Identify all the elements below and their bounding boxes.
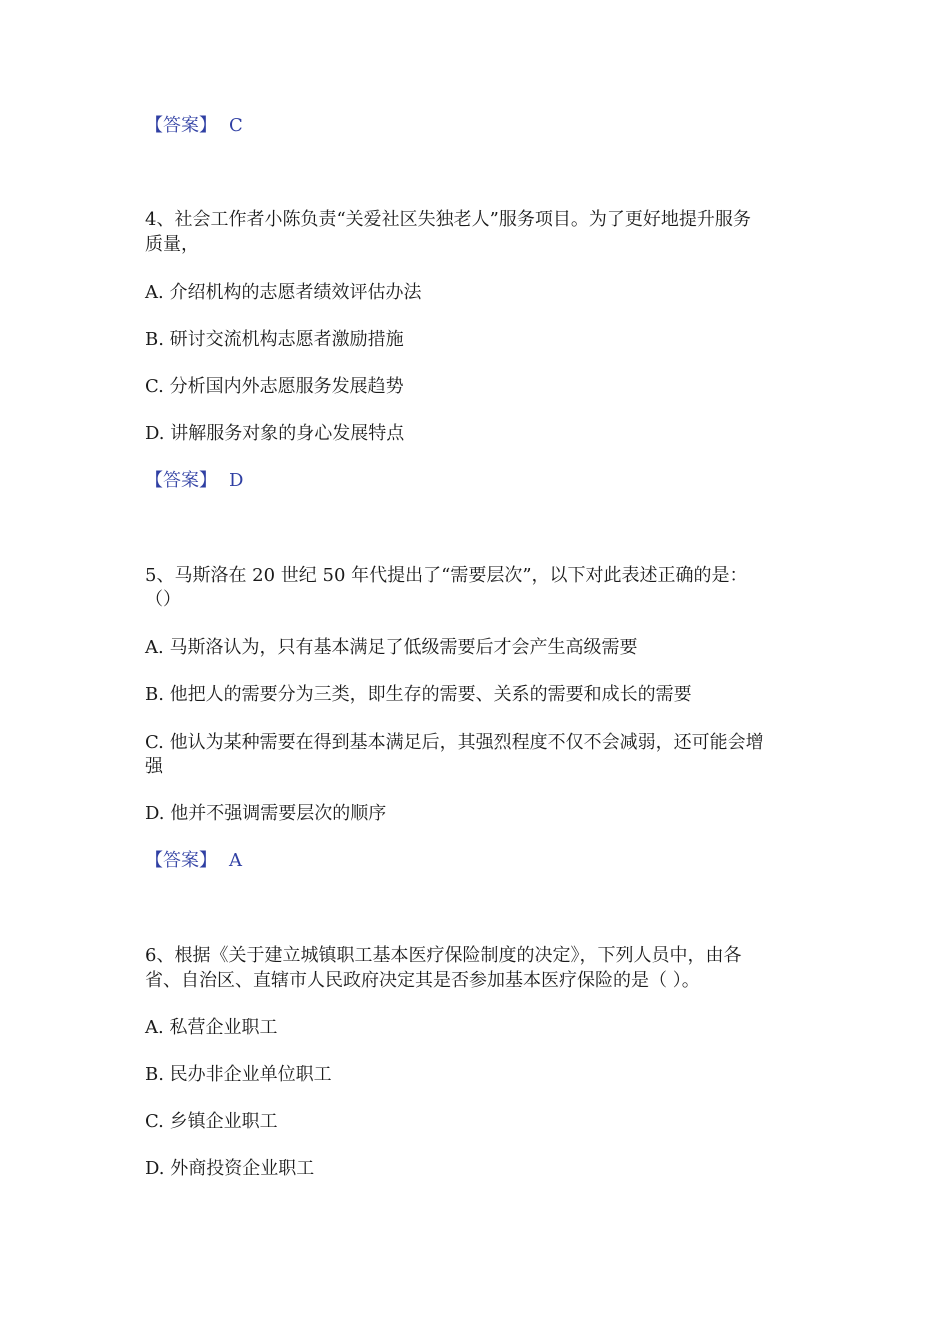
question-4-option-a: A. 介绍机构的志愿者绩效评估办法 bbox=[145, 282, 422, 303]
question-5-option-d: D. 他并不强调需要层次的顺序 bbox=[145, 803, 387, 824]
answer-line-q4 bbox=[145, 469, 243, 493]
question-4-option-b: B. 研讨交流机构志愿者激励措施 bbox=[145, 329, 404, 350]
question-4-stem-line1: 4、社会工作者小陈负责“关爱社区失独老人”服务项目。为了更好地提升服务 bbox=[145, 209, 751, 230]
question-4-stem-line2: 质量， bbox=[145, 234, 199, 255]
answer-value: C bbox=[229, 115, 243, 136]
answer-value: D bbox=[229, 470, 244, 491]
question-4-option-c: C. 分析国内外志愿服务发展趋势 bbox=[145, 376, 404, 397]
question-5-option-c-line1: C. 他认为某种需要在得到基本满足后，其强烈程度不仅不会减弱，还可能会增 bbox=[145, 732, 764, 753]
answer-line-q5 bbox=[145, 849, 242, 873]
question-6-stem-line1: 6、根据《关于建立城镇职工基本医疗保险制度的决定》，下列人员中，由各 bbox=[145, 945, 742, 966]
answer-tag: 【答案】 bbox=[145, 115, 217, 136]
question-4-option-d: D. 讲解服务对象的身心发展特点 bbox=[145, 423, 405, 444]
question-6-option-d: D. 外商投资企业职工 bbox=[145, 1158, 315, 1179]
question-5-stem-line1: 5、马斯洛在 20 世纪 50 年代提出了“需要层次”，以下对此表述正确的是： bbox=[145, 565, 748, 586]
question-6-option-c: C. 乡镇企业职工 bbox=[145, 1111, 278, 1132]
question-6-stem-line2: 省、自治区、直辖市人民政府决定其是否参加基本医疗保险的是（ ）。 bbox=[145, 970, 700, 991]
question-6-option-b: B. 民办非企业单位职工 bbox=[145, 1064, 332, 1085]
question-6-option-a: A. 私营企业职工 bbox=[145, 1017, 278, 1038]
answer-tag: 【答案】 bbox=[145, 470, 217, 491]
answer-tag: 【答案】 bbox=[145, 850, 217, 871]
question-5-option-b: B. 他把人的需要分为三类，即生存的需要、关系的需要和成长的需要 bbox=[145, 684, 692, 705]
question-5-option-a: A. 马斯洛认为，只有基本满足了低级需要后才会产生高级需要 bbox=[145, 637, 638, 658]
question-5-stem-line2: （） bbox=[145, 589, 181, 610]
answer-line-q3 bbox=[145, 114, 243, 138]
answer-value: A bbox=[229, 850, 242, 871]
question-5-option-c-line2: 强 bbox=[145, 756, 163, 777]
